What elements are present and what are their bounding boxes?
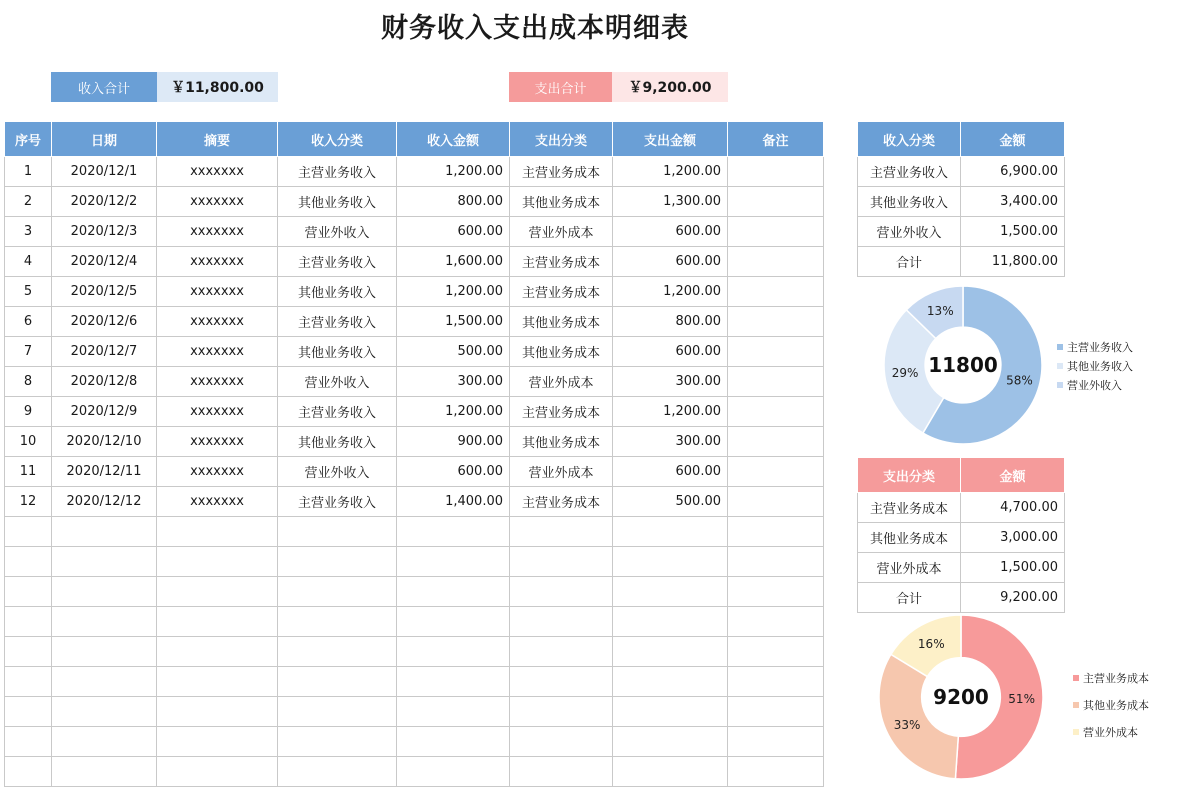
legend-swatch — [1073, 702, 1079, 708]
summary-row — [858, 553, 1065, 583]
table-cell[interactable]: xxxxxxx — [157, 397, 278, 427]
table-row — [5, 247, 824, 277]
table-row — [5, 217, 824, 247]
table-cell[interactable]: 其他业务收入 — [278, 277, 397, 307]
empty-cell[interactable] — [510, 637, 613, 667]
empty-cell[interactable] — [52, 607, 157, 637]
table-cell[interactable]: 2020/12/6 — [52, 307, 157, 337]
summary-row — [858, 157, 1065, 187]
summary-cell[interactable]: 3,000.00 — [961, 523, 1065, 553]
table-cell[interactable]: 主营业务成本 — [510, 397, 613, 427]
table-cell[interactable]: 主营业务收入 — [278, 157, 397, 187]
table-cell[interactable]: 主营业务成本 — [510, 277, 613, 307]
table-cell[interactable]: 2020/12/4 — [52, 247, 157, 277]
column-header[interactable]: 摘要 — [157, 122, 278, 157]
table-row — [5, 397, 824, 427]
empty-cell[interactable] — [278, 577, 397, 607]
column-header[interactable]: 支出分类 — [858, 458, 961, 493]
table-row — [5, 337, 824, 367]
empty-cell[interactable] — [157, 547, 278, 577]
table-cell[interactable]: xxxxxxx — [157, 457, 278, 487]
table-cell[interactable] — [728, 277, 824, 307]
empty-cell[interactable] — [52, 547, 157, 577]
table-row — [5, 487, 824, 517]
empty-cell[interactable] — [52, 577, 157, 607]
table-cell[interactable]: 营业外成本 — [510, 367, 613, 397]
empty-cell[interactable] — [278, 607, 397, 637]
table-cell[interactable]: xxxxxxx — [157, 187, 278, 217]
legend-item[interactable] — [1073, 664, 1149, 691]
empty-cell[interactable] — [157, 517, 278, 547]
page-title: 财务收入支出成本明细表 — [381, 13, 689, 44]
table-cell[interactable] — [728, 427, 824, 457]
expense-summary-header — [858, 458, 1065, 493]
table-cell[interactable]: 1,200.00 — [613, 157, 728, 187]
data-label: 58% — [1006, 373, 1033, 388]
table-cell[interactable] — [728, 397, 824, 427]
empty-cell[interactable] — [52, 517, 157, 547]
summary-cell[interactable]: 6,900.00 — [961, 157, 1065, 187]
summary-row — [858, 583, 1065, 613]
data-label: 51% — [1008, 692, 1035, 707]
table-cell[interactable]: 600.00 — [397, 217, 510, 247]
empty-cell[interactable] — [52, 757, 157, 787]
table-cell[interactable]: 主营业务成本 — [510, 487, 613, 517]
empty-cell[interactable] — [157, 667, 278, 697]
table-cell[interactable]: 其他业务成本 — [510, 337, 613, 367]
table-row — [5, 307, 824, 337]
column-header[interactable]: 收入分类 — [278, 122, 397, 157]
summary-cell[interactable]: 9,200.00 — [961, 583, 1065, 613]
empty-cell[interactable] — [157, 637, 278, 667]
empty-cell[interactable] — [157, 757, 278, 787]
income-summary-header — [858, 122, 1065, 157]
summary-cell[interactable]: 主营业务收入 — [858, 157, 961, 187]
empty-cell[interactable] — [728, 637, 824, 667]
empty-cell[interactable] — [613, 757, 728, 787]
empty-cell[interactable] — [728, 697, 824, 727]
table-cell[interactable]: 1,200.00 — [397, 157, 510, 187]
table-cell[interactable]: 1,400.00 — [397, 487, 510, 517]
table-cell[interactable]: xxxxxxx — [157, 277, 278, 307]
expense-total-box — [509, 72, 728, 102]
table-cell[interactable]: 2020/12/1 — [52, 157, 157, 187]
legend-swatch — [1073, 729, 1079, 735]
table-cell[interactable]: xxxxxxx — [157, 157, 278, 187]
empty-row — [5, 577, 824, 607]
table-cell[interactable]: 2020/12/10 — [52, 427, 157, 457]
income-total-box — [51, 72, 278, 102]
empty-row — [5, 757, 824, 787]
table-cell[interactable]: 2020/12/2 — [52, 187, 157, 217]
table-cell[interactable]: 主营业务收入 — [278, 247, 397, 277]
empty-cell[interactable] — [510, 727, 613, 757]
summary-row — [858, 247, 1065, 277]
empty-cell[interactable] — [5, 547, 52, 577]
expense-donut-chart — [874, 613, 1048, 781]
income-total-value[interactable]: ￥11,800.00 — [157, 72, 278, 102]
table-cell[interactable]: 主营业务成本 — [510, 247, 613, 277]
table-cell[interactable]: 1,200.00 — [613, 277, 728, 307]
table-cell[interactable]: 2020/12/12 — [52, 487, 157, 517]
table-cell[interactable]: 其他业务收入 — [278, 427, 397, 457]
empty-cell[interactable] — [397, 667, 510, 697]
column-header[interactable]: 收入分类 — [858, 122, 961, 157]
legend-item[interactable] — [1073, 718, 1149, 745]
table-cell[interactable]: 7 — [5, 337, 52, 367]
table-cell[interactable]: 900.00 — [397, 427, 510, 457]
table-row — [5, 157, 824, 187]
empty-cell[interactable] — [278, 667, 397, 697]
table-row — [5, 367, 824, 397]
table-cell[interactable]: 1,200.00 — [397, 397, 510, 427]
legend-item[interactable] — [1057, 356, 1133, 375]
table-row — [5, 187, 824, 217]
empty-cell[interactable] — [728, 727, 824, 757]
table-cell[interactable]: 600.00 — [613, 337, 728, 367]
empty-cell[interactable] — [157, 697, 278, 727]
income-chart-legend — [1057, 337, 1133, 394]
table-cell[interactable]: xxxxxxx — [157, 427, 278, 457]
empty-row — [5, 637, 824, 667]
table-cell[interactable]: 5 — [5, 277, 52, 307]
empty-cell[interactable] — [510, 577, 613, 607]
table-cell[interactable]: 800.00 — [397, 187, 510, 217]
table-cell[interactable]: 600.00 — [397, 457, 510, 487]
empty-row — [5, 727, 824, 757]
empty-cell[interactable] — [728, 547, 824, 577]
table-cell[interactable]: 9 — [5, 397, 52, 427]
table-cell[interactable]: 1,200.00 — [397, 277, 510, 307]
empty-cell[interactable] — [510, 757, 613, 787]
data-label: 16% — [917, 637, 945, 652]
summary-cell[interactable]: 11,800.00 — [961, 247, 1065, 277]
column-header[interactable]: 支出金额 — [613, 122, 728, 157]
table-cell[interactable]: 1,300.00 — [613, 187, 728, 217]
table-cell[interactable]: 3 — [5, 217, 52, 247]
table-cell[interactable]: 10 — [5, 427, 52, 457]
empty-cell[interactable] — [613, 547, 728, 577]
table-cell[interactable] — [728, 157, 824, 187]
summary-row — [858, 187, 1065, 217]
data-label: 29% — [891, 365, 919, 380]
table-cell[interactable]: 2020/12/3 — [52, 217, 157, 247]
empty-row — [5, 517, 824, 547]
empty-cell[interactable] — [510, 517, 613, 547]
empty-cell[interactable] — [728, 517, 824, 547]
summary-cell[interactable]: 营业外收入 — [858, 217, 961, 247]
empty-cell[interactable] — [613, 667, 728, 697]
legend-swatch — [1057, 382, 1063, 388]
legend-label: 主营业务收入 — [1067, 340, 1133, 354]
empty-cell[interactable] — [397, 547, 510, 577]
legend-item[interactable] — [1057, 337, 1133, 356]
table-cell[interactable] — [728, 247, 824, 277]
empty-cell[interactable] — [728, 577, 824, 607]
table-cell[interactable]: 500.00 — [613, 487, 728, 517]
empty-cell[interactable] — [278, 697, 397, 727]
column-header[interactable]: 收入金额 — [397, 122, 510, 157]
empty-cell[interactable] — [52, 637, 157, 667]
empty-cell[interactable] — [510, 697, 613, 727]
table-cell[interactable]: 其他业务成本 — [510, 307, 613, 337]
table-cell[interactable]: 1,200.00 — [613, 397, 728, 427]
empty-cell[interactable] — [613, 577, 728, 607]
empty-cell[interactable] — [5, 697, 52, 727]
table-cell[interactable]: 营业外成本 — [510, 457, 613, 487]
empty-cell[interactable] — [157, 577, 278, 607]
table-cell[interactable]: 其他业务成本 — [510, 427, 613, 457]
table-cell[interactable] — [728, 457, 824, 487]
table-cell[interactable]: 300.00 — [397, 367, 510, 397]
empty-cell[interactable] — [613, 517, 728, 547]
column-header[interactable]: 支出分类 — [510, 122, 613, 157]
table-cell[interactable]: 500.00 — [397, 337, 510, 367]
table-cell[interactable]: xxxxxxx — [157, 247, 278, 277]
empty-cell[interactable] — [397, 607, 510, 637]
summary-cell[interactable]: 1,500.00 — [961, 553, 1065, 583]
empty-cell[interactable] — [278, 727, 397, 757]
summary-cell[interactable]: 1,500.00 — [961, 217, 1065, 247]
summary-cell[interactable]: 营业外成本 — [858, 553, 961, 583]
table-cell[interactable]: 主营业务收入 — [278, 487, 397, 517]
table-cell[interactable]: 2 — [5, 187, 52, 217]
empty-cell[interactable] — [52, 667, 157, 697]
expense-total-value[interactable]: ￥9,200.00 — [612, 72, 728, 102]
table-cell[interactable]: xxxxxxx — [157, 367, 278, 397]
empty-cell[interactable] — [278, 757, 397, 787]
empty-cell[interactable] — [397, 727, 510, 757]
table-cell[interactable] — [728, 187, 824, 217]
table-cell[interactable]: 600.00 — [613, 247, 728, 277]
legend-label: 营业外成本 — [1083, 725, 1138, 739]
empty-cell[interactable] — [397, 517, 510, 547]
empty-cell[interactable] — [613, 637, 728, 667]
table-cell[interactable] — [728, 367, 824, 397]
legend-swatch — [1073, 675, 1079, 681]
legend-label: 其他业务成本 — [1083, 698, 1149, 712]
table-cell[interactable]: 主营业务成本 — [510, 157, 613, 187]
empty-cell[interactable] — [510, 607, 613, 637]
empty-cell[interactable] — [5, 667, 52, 697]
table-cell[interactable] — [728, 217, 824, 247]
table-cell[interactable]: 600.00 — [613, 217, 728, 247]
data-label: 13% — [926, 304, 954, 319]
expense-summary-table — [857, 457, 1065, 613]
empty-cell[interactable] — [613, 607, 728, 637]
summary-cell[interactable]: 合计 — [858, 583, 961, 613]
table-cell[interactable]: 其他业务收入 — [278, 187, 397, 217]
table-cell[interactable]: 11 — [5, 457, 52, 487]
data-label: 33% — [893, 717, 921, 732]
summary-row — [858, 523, 1065, 553]
table-row — [5, 277, 824, 307]
table-row — [5, 427, 824, 457]
empty-cell[interactable] — [397, 697, 510, 727]
table-cell[interactable] — [728, 337, 824, 367]
donut-slice[interactable] — [879, 654, 958, 778]
empty-cell[interactable] — [397, 577, 510, 607]
empty-cell[interactable] — [5, 757, 52, 787]
expense-chart-legend — [1073, 664, 1149, 745]
empty-cell[interactable] — [52, 727, 157, 757]
summary-cell[interactable]: 合计 — [858, 247, 961, 277]
table-cell[interactable] — [728, 307, 824, 337]
legend-label: 其他业务收入 — [1067, 359, 1133, 373]
table-cell[interactable]: 营业外成本 — [510, 217, 613, 247]
empty-cell[interactable] — [510, 547, 613, 577]
detail-table — [4, 121, 824, 787]
table-cell[interactable]: 主营业务收入 — [278, 307, 397, 337]
table-cell[interactable]: 6 — [5, 307, 52, 337]
legend-item[interactable] — [1073, 691, 1149, 718]
income-donut-chart — [878, 284, 1048, 446]
table-cell[interactable]: 营业外收入 — [278, 457, 397, 487]
empty-cell[interactable] — [5, 607, 52, 637]
column-header[interactable]: 备注 — [728, 122, 824, 157]
legend-swatch — [1057, 344, 1063, 350]
column-header[interactable]: 金额 — [961, 122, 1065, 157]
summary-cell[interactable]: 主营业务成本 — [858, 493, 961, 523]
legend-label: 主营业务成本 — [1083, 671, 1149, 685]
table-cell[interactable]: 300.00 — [613, 367, 728, 397]
table-cell[interactable] — [728, 487, 824, 517]
empty-cell[interactable] — [5, 577, 52, 607]
expense-total-label: 支出合计 — [509, 72, 612, 102]
empty-cell[interactable] — [613, 697, 728, 727]
income-total-label: 收入合计 — [51, 72, 157, 102]
column-header[interactable]: 日期 — [52, 122, 157, 157]
empty-row — [5, 547, 824, 577]
empty-row — [5, 667, 824, 697]
table-cell[interactable]: 4 — [5, 247, 52, 277]
empty-cell[interactable] — [397, 757, 510, 787]
empty-cell[interactable] — [728, 667, 824, 697]
column-header[interactable]: 序号 — [5, 122, 52, 157]
summary-cell[interactable]: 其他业务成本 — [858, 523, 961, 553]
table-cell[interactable]: 600.00 — [613, 457, 728, 487]
income-summary-table — [857, 121, 1065, 277]
empty-cell[interactable] — [278, 637, 397, 667]
table-cell[interactable]: 300.00 — [613, 427, 728, 457]
empty-cell[interactable] — [157, 607, 278, 637]
table-cell[interactable]: 1,600.00 — [397, 247, 510, 277]
summary-cell[interactable]: 3,400.00 — [961, 187, 1065, 217]
legend-label: 营业外收入 — [1067, 378, 1122, 392]
table-cell[interactable]: 1,500.00 — [397, 307, 510, 337]
empty-cell[interactable] — [5, 727, 52, 757]
table-cell[interactable]: xxxxxxx — [157, 337, 278, 367]
summary-row — [858, 493, 1065, 523]
empty-cell[interactable] — [278, 517, 397, 547]
column-header[interactable]: 金额 — [961, 458, 1065, 493]
empty-cell[interactable] — [510, 667, 613, 697]
legend-swatch — [1057, 363, 1063, 369]
table-header-row — [5, 122, 824, 157]
empty-cell[interactable] — [278, 547, 397, 577]
empty-cell[interactable] — [397, 637, 510, 667]
table-cell[interactable]: 营业外收入 — [278, 367, 397, 397]
empty-cell[interactable] — [728, 607, 824, 637]
empty-cell[interactable] — [5, 517, 52, 547]
donut-center-total: 11800 — [928, 353, 998, 377]
table-cell[interactable]: 2020/12/5 — [52, 277, 157, 307]
table-cell[interactable]: xxxxxxx — [157, 307, 278, 337]
table-cell[interactable]: 其他业务成本 — [510, 187, 613, 217]
table-cell[interactable]: 主营业务收入 — [278, 397, 397, 427]
table-cell[interactable]: 1 — [5, 157, 52, 187]
table-cell[interactable]: 12 — [5, 487, 52, 517]
empty-cell[interactable] — [157, 727, 278, 757]
empty-cell[interactable] — [5, 637, 52, 667]
table-cell[interactable]: 营业外收入 — [278, 217, 397, 247]
table-cell[interactable]: xxxxxxx — [157, 487, 278, 517]
summary-cell[interactable]: 其他业务收入 — [858, 187, 961, 217]
empty-cell[interactable] — [728, 757, 824, 787]
empty-cell[interactable] — [52, 697, 157, 727]
empty-cell[interactable] — [613, 727, 728, 757]
table-row — [5, 457, 824, 487]
empty-row — [5, 607, 824, 637]
empty-row — [5, 697, 824, 727]
table-cell[interactable]: 2020/12/8 — [52, 367, 157, 397]
table-cell[interactable]: 2020/12/7 — [52, 337, 157, 367]
table-cell[interactable]: 2020/12/9 — [52, 397, 157, 427]
table-cell[interactable]: 其他业务收入 — [278, 337, 397, 367]
table-cell[interactable]: 800.00 — [613, 307, 728, 337]
summary-cell[interactable]: 4,700.00 — [961, 493, 1065, 523]
summary-row — [858, 217, 1065, 247]
table-cell[interactable]: xxxxxxx — [157, 217, 278, 247]
donut-center-total: 9200 — [933, 685, 989, 709]
legend-item[interactable] — [1057, 375, 1133, 394]
table-cell[interactable]: 8 — [5, 367, 52, 397]
table-cell[interactable]: 2020/12/11 — [52, 457, 157, 487]
